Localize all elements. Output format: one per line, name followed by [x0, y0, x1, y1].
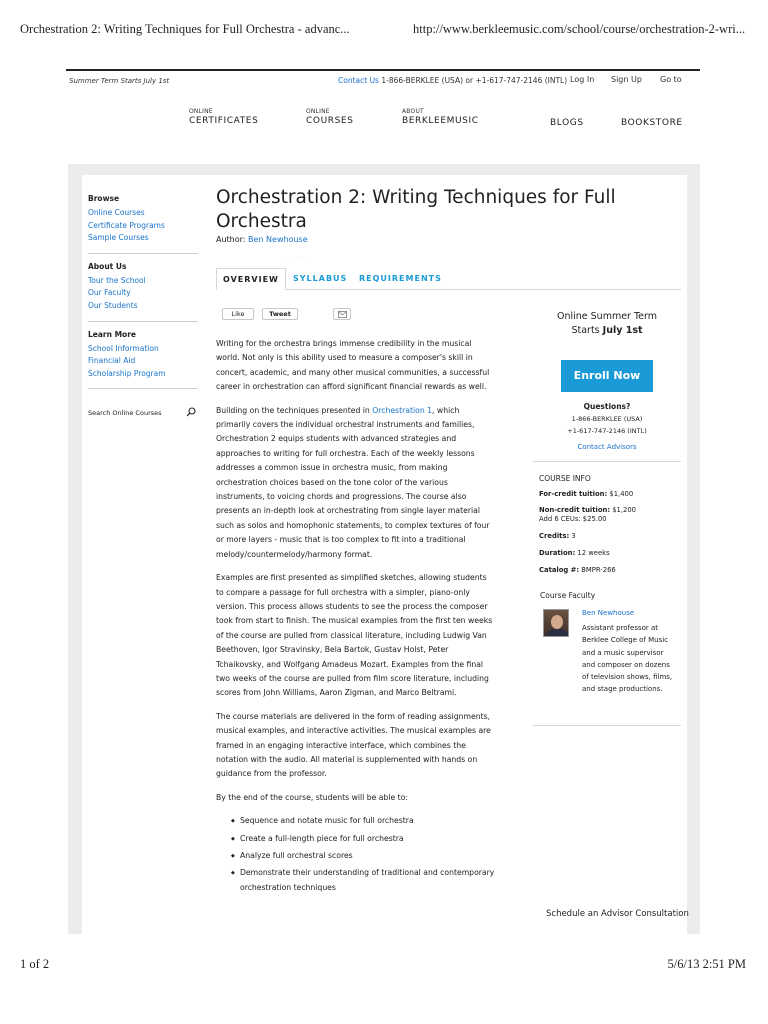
print-page-url: http://www.berkleemusic.com/school/course/orchestration-2-wri... — [413, 22, 746, 36]
divider — [533, 461, 681, 462]
sidebar-link-tour[interactable]: Tour the School — [88, 275, 146, 285]
course-search[interactable] — [88, 409, 198, 423]
like-button[interactable] — [222, 308, 254, 320]
info-label: Non-credit tuition: — [539, 506, 611, 514]
top-rule — [66, 69, 700, 71]
nav-sup: ABOUT — [402, 108, 424, 115]
left-sidebar — [88, 180, 198, 423]
list-item: ◆ Sequence and notate music for full orchestra — [216, 814, 496, 828]
sidebar-link-scholarship[interactable]: Scholarship Program — [88, 368, 166, 378]
author-label: Author: — [216, 235, 249, 244]
tweet-button[interactable] — [262, 308, 298, 320]
info-value: 3 — [569, 532, 576, 540]
faculty-name-link[interactable]: Ben Newhouse — [582, 609, 635, 617]
info-label: Credits: — [539, 532, 570, 540]
tab-overview[interactable]: OVERVIEW — [216, 268, 286, 290]
search-label: Search Online Courses — [88, 409, 162, 418]
faint-text: · · · · · · · — [284, 255, 309, 262]
duration — [539, 549, 681, 558]
paragraph: Examples are first presented as simplified sketches, allowing students to compare a passage for full orchestra with a simpler, piano-only version. This process allows students to see the process the composer took from start to finish. The musical examples from the first ten weeks of the course are pulled from classical literature, including Ludwig Van Beethoven, Igor Stravinsky, Bela Bartok, Gustav Holst, Peter Tchaikovsky, and Wolfgang Amadeus Mozart. Examples from the final two weeks of the course are pulled from film score literature, including scores from John Williams, Aaron Zigman, and Marco Beltrami. — [216, 573, 493, 698]
paragraph — [216, 404, 496, 562]
course-tabs — [216, 268, 681, 290]
noncredit-tuition — [539, 506, 681, 515]
contact-advisors-link[interactable]: Contact Advisors — [577, 443, 637, 451]
outcomes-list — [216, 814, 496, 895]
list-item: ◆ Demonstrate their understanding of traditional and contemporary orchestration techniques — [216, 866, 496, 895]
catalog-number — [539, 566, 681, 575]
paragraph: Writing for the orchestra brings immense credibility in the musical world. Not only is this ability used to measure a composer's skill in concert, academic, and many other musical communities, a successful career in orchestration can afford significant financial rewards as well. — [216, 339, 490, 392]
nav-item-berkleemusic[interactable] — [402, 108, 479, 126]
nav-sup: ONLINE — [189, 108, 213, 115]
term-text: Starts — [571, 325, 603, 336]
ceus: Add 6 CEUs: $25.00 — [539, 515, 607, 523]
like-label: Like — [231, 310, 245, 318]
term-line — [533, 324, 681, 338]
orchestration-1-link[interactable]: Orchestration 1 — [372, 405, 433, 415]
sidebar-heading: About Us — [88, 261, 127, 271]
sidebar-link-financial-aid[interactable]: Financial Aid — [88, 356, 136, 366]
right-column — [533, 305, 681, 726]
envelope-icon — [338, 312, 347, 320]
nav-item-blogs[interactable]: BLOGS — [550, 118, 584, 128]
print-header — [20, 22, 748, 38]
social-bar — [222, 308, 362, 320]
info-label: For-credit tuition: — [539, 490, 608, 498]
info-value: 12 weeks — [575, 549, 610, 557]
contact-phones: 1-866-BERKLEE (USA) or +1-617-747-2146 (INTL) — [378, 76, 568, 85]
print-datetime: 5/6/13 2:51 PM — [667, 957, 746, 971]
nav-item-certificates[interactable] — [189, 108, 258, 126]
login-link[interactable]: Log In — [570, 75, 595, 84]
paragraph-text: Building on the techniques presented in — [216, 405, 373, 415]
contact-us-link[interactable]: Contact Us — [338, 76, 379, 85]
questions-heading: Questions? — [583, 402, 631, 411]
nav-label: BERKLEEMUSIC — [402, 116, 479, 126]
term-notice: Summer Term Starts July 1st — [69, 77, 170, 85]
sidebar-learn — [88, 330, 198, 390]
print-footer — [20, 957, 746, 973]
credit-tuition — [539, 490, 681, 499]
course-faculty-heading: Course Faculty — [540, 591, 596, 600]
phone-intl: +1-617-747-2146 (INTL) — [567, 427, 647, 435]
sidebar-heading: Learn More — [88, 329, 136, 339]
course-info-heading: COURSE INFO — [539, 474, 591, 483]
info-value: $1,400 — [607, 490, 634, 498]
nav-item-courses[interactable] — [306, 108, 354, 126]
info-value: BMPR-266 — [579, 566, 616, 574]
faculty-bio: Assistant professor at Berklee College of Music and a music supervisor and composer on dozens of television shows, films, and stage productions. — [582, 624, 673, 694]
nav-label: CERTIFICATES — [189, 116, 259, 126]
sidebar-link-sample-courses[interactable]: Sample Courses — [88, 233, 149, 243]
faculty-card — [533, 609, 681, 725]
nav-sup: ONLINE — [306, 108, 330, 115]
sidebar-heading: Browse — [88, 194, 120, 203]
info-value: $1,200 — [610, 506, 636, 514]
author-link[interactable]: Ben Newhouse — [248, 235, 308, 244]
term-line: Online Summer Term — [556, 311, 658, 322]
info-label: Duration: — [539, 549, 576, 557]
phone-numbers — [533, 413, 681, 437]
sidebar-link-online-courses[interactable]: Online Courses — [88, 208, 145, 217]
phone-usa: 1-866-BERKLEE (USA) — [571, 415, 643, 423]
info-label: Catalog #: — [539, 566, 580, 574]
paragraph-text: , which primarily covers the individual orchestral instruments and families, Orchestration 2 equips students with advanced strategies and approaches to writing for full orchestra. Each of the weekly lessons addresses a common issue in orchestra music, from making orchestration choices based on the tone color of the various instruments, to voicing chords and progressions. The course also presents an in-depth look at orchestrating from single layer material such as solos and homophonic statements, to complex textures of four or more layers - music that is too complex to fit into a traditional melody/countermelody/harmony format. — [216, 405, 490, 559]
course-author — [216, 235, 308, 244]
enroll-now-button[interactable]: Enroll Now — [561, 360, 653, 392]
sidebar-link-faculty[interactable]: Our Faculty — [88, 288, 131, 298]
list-item: ◆ Analyze full orchestral scores — [216, 849, 496, 863]
list-item: ◆ Create a full-length piece for full orchestra — [216, 832, 496, 846]
course-title: Orchestration 2: Writing Techniques for Full Orchestra — [216, 187, 616, 232]
term-box — [533, 310, 681, 338]
contact-info — [338, 76, 567, 85]
paragraph: By the end of the course, students will be able to: — [216, 792, 408, 802]
avatar[interactable] — [543, 609, 569, 637]
sidebar-about — [88, 262, 198, 322]
sidebar-link-school-info[interactable]: School Information — [88, 343, 159, 353]
course-description — [216, 337, 496, 898]
sidebar-link-students[interactable]: Our Students — [88, 300, 138, 310]
credits — [539, 532, 681, 541]
nav-item-bookstore[interactable]: BOOKSTORE — [621, 118, 683, 128]
tab-requirements[interactable]: REQUIREMENTS — [359, 274, 442, 283]
print-page-title: Orchestration 2: Writing Techniques for Full Orchestra - advanc... — [20, 22, 350, 36]
schedule-consultation-link[interactable]: Schedule an Advisor Consultation — [546, 909, 689, 919]
print-page-number: 1 of 2 — [20, 957, 50, 971]
sidebar-browse — [88, 194, 198, 254]
main-nav — [0, 108, 768, 132]
sidebar-link-certificate-programs[interactable]: Certificate Programs — [88, 220, 165, 230]
paragraph: The course materials are delivered in the form of reading assignments, musical examples, and interactive activities. The musical examples are framed in an engaging interactive interface, which combines the notation with the audio. All material is supplemented with hands on guidance from the professor. — [216, 711, 491, 779]
divider — [533, 725, 681, 726]
goto-link[interactable]: Go to — [660, 75, 682, 84]
nav-label: COURSES — [306, 116, 354, 126]
utility-bar — [66, 75, 700, 89]
tab-syllabus[interactable]: SYLLABUS — [293, 274, 348, 283]
magnifier-icon[interactable] — [186, 407, 196, 419]
term-date: July 1st — [602, 325, 643, 336]
email-share-button[interactable] — [333, 308, 351, 320]
tweet-label: Tweet — [269, 310, 291, 318]
signup-link[interactable]: Sign Up — [611, 75, 642, 84]
